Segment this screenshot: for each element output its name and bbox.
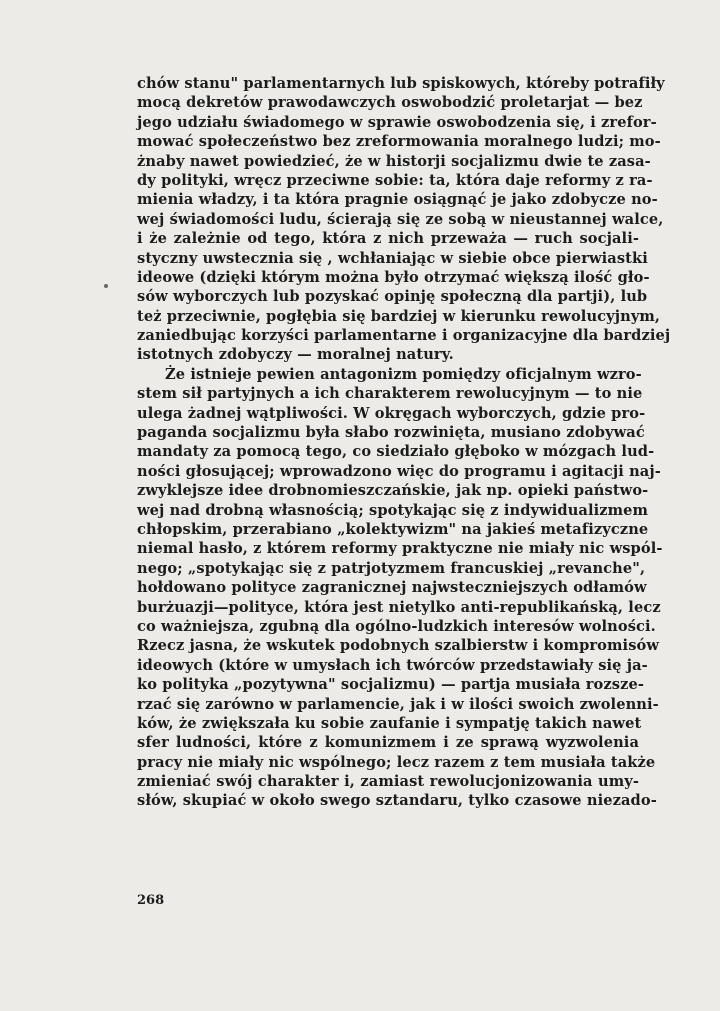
text-line: mandaty za pomocą tego, co siedziało głęboko w mózgach lud- <box>137 443 655 461</box>
text-line: chłopskim, przerabiano „kolektywizm" na jakieś metafizyczne <box>137 520 649 538</box>
page-number: 268 <box>137 893 165 908</box>
text-line: też przeciwnie, pogłębia się bardziej w kierunku rewolucyjnym, <box>137 307 661 325</box>
body-text <box>137 74 671 811</box>
text-line: chów stanu" parlamentarnych lub spiskowych, któreby potrafiły <box>137 75 665 92</box>
text-line: burżuazji—polityce, która jest nietylko anti-republikańską, lecz <box>137 598 661 616</box>
text-line: sów wyborczych lub pozyskać opinję społeczną dla partji), lub <box>137 288 648 306</box>
text-line: rzać się zarówno w parlamencie, jak i w ilości swoich zwolenni- <box>137 695 659 713</box>
text-line: ulega żadnej wątpliwości. W okręgach wyborczych, gdzie pro- <box>137 404 646 422</box>
text-line: ko polityka „pozytywna" socjalizmu) — partja musiała rozsze- <box>137 676 644 694</box>
text-line: ków, że zwiększała ku sobie zaufanie i sympatję takich nawet <box>137 714 642 732</box>
text-line: styczny uwstecznia się , wchłaniając w siebie obce pierwiastki <box>137 249 648 267</box>
text-line: zwyklejsze idee drobnomieszczańskie, jak np. opieki państwo- <box>137 482 649 500</box>
text-line: dy polityki, wręcz przeciwne sobie: ta, która daje reformy z ra- <box>137 171 653 189</box>
text-line: sfer ludności, które z komunizmem i ze sprawą wyzwolenia <box>137 734 639 752</box>
text-line: ideowe (dzięki którym można było otrzymać większą ilość gło- <box>137 268 650 286</box>
text-line: niemal hasło, z którem reformy praktyczne nie miały nic wspól- <box>137 540 663 558</box>
paragraph-start-line: Że istnieje pewien antagonizm pomiędzy oficjalnym wzro- <box>165 365 642 383</box>
text-line: paganda socjalizmu była słabo rozwinięta, musiano zdobywać <box>137 424 645 442</box>
text-line: stem sił partyjnych a ich charakterem rewolucyjnym — to nie <box>137 385 643 403</box>
margin-mark <box>104 284 108 288</box>
text-line: i że zależnie od tego, która z nich przeważa — ruch socjali- <box>137 230 639 248</box>
text-line: co ważniejsza, zgubną dla ogólno-ludzkich interesów wolności. <box>137 617 656 635</box>
text-line: wej świadomości ludu, ścierają się ze sobą w nieustannej walce, <box>137 210 664 228</box>
text-line: hołdowano polityce zagranicznej najwsteczniejszych odłamów <box>137 579 647 597</box>
text-line: wej nad drobną własnością; spotykając się z indywidualizmem <box>137 501 649 519</box>
text-line: zmieniać swój charakter i, zamiast rewolucjonizowania umy- <box>137 773 639 791</box>
text-line: jego udziału świadomego w sprawie oswobodzenia się, i zrefor- <box>137 113 657 131</box>
text-line: mocą dekretów prawodawczych oswobodzić proletarjat — bez <box>137 94 643 112</box>
text-line: Rzecz jasna, że wskutek podobnych szalbierstw i kompromisów <box>137 637 660 655</box>
text-line: mować społeczeństwo bez zreformowania moralnego ludzi; mo- <box>137 133 661 151</box>
text-line: pracy nie miały nic wspólnego; lecz razem z tem musiała także <box>137 753 656 771</box>
text-line: ności głosującej; wprowadzono więc do programu i agitacji naj- <box>137 462 661 480</box>
text-line: słów, skupiać w około swego sztandaru, tylko czasowe niezado- <box>137 792 657 810</box>
text-line: żnaby nawet powiedzieć, że w historji socjalizmu dwie te zasa- <box>137 152 651 170</box>
text-line: mienia władzy, i ta która pragnie osiągnąć je jako zdobycze no- <box>137 191 658 209</box>
text-line: ideowych (które w umysłach ich twórców przedstawiały się ja- <box>137 656 648 674</box>
text-line: istotnych zdobyczy — moralnej natury. <box>137 346 454 364</box>
text-line: zaniedbując korzyści parlamentarne i organizacyjne dla bardziej <box>137 327 671 345</box>
text-line: nego; „spotykając się z patrjotyzmem francuskiej „revanche", <box>137 559 646 577</box>
